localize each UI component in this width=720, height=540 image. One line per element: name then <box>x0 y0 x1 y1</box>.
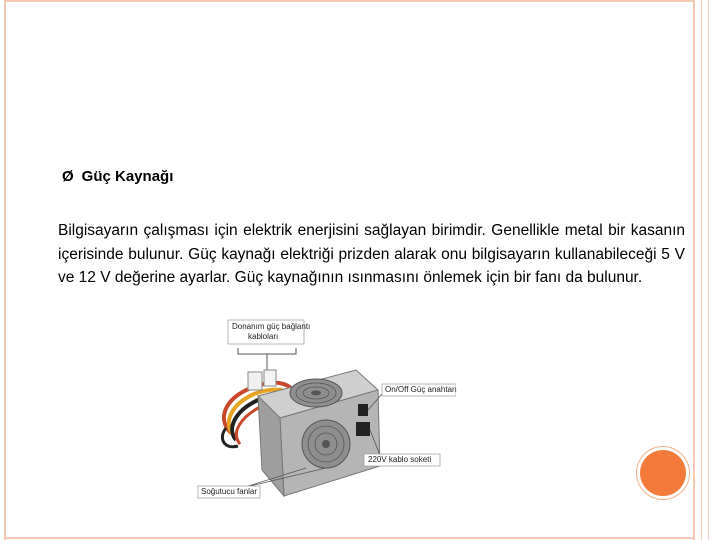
heading-text: Güç Kaynağı <box>81 168 174 185</box>
frame-left-line <box>4 0 6 540</box>
frame-right-line-outer <box>708 0 709 540</box>
arrow-bullet-icon: Ø <box>62 168 74 185</box>
cables-label-line2: kabloları <box>248 332 279 341</box>
frame-right-line-inner <box>701 0 702 540</box>
accent-circle <box>640 450 686 496</box>
frame-right-line <box>693 0 695 540</box>
section-heading <box>62 168 173 185</box>
fans-label: Soğutucu fanlar <box>201 487 258 496</box>
body-paragraph: Bilgisayarın çalışması için elektrik enerjisini sağlayan birimdir. Genellikle metal bir kasanın içerisinde bulunur. Güç kaynağı elektriği prizden alarak onu bilgisayarın kullanabileceği 5 V ve 12 V değerine ayarlar. Güç kaynağının ısınmasını önlemek için bir fanı da bulunur. <box>58 222 685 286</box>
socket-label: 220V kablo soketi <box>368 455 432 464</box>
cables-label-line1: Donanım güç bağlantı <box>232 322 311 331</box>
frame-top-line <box>4 0 695 2</box>
switch-label: On/Off Güç anahtarı <box>385 385 457 394</box>
power-supply-figure <box>196 318 456 502</box>
power-supply-illustration <box>196 318 456 502</box>
frame-bottom-line <box>4 537 695 539</box>
